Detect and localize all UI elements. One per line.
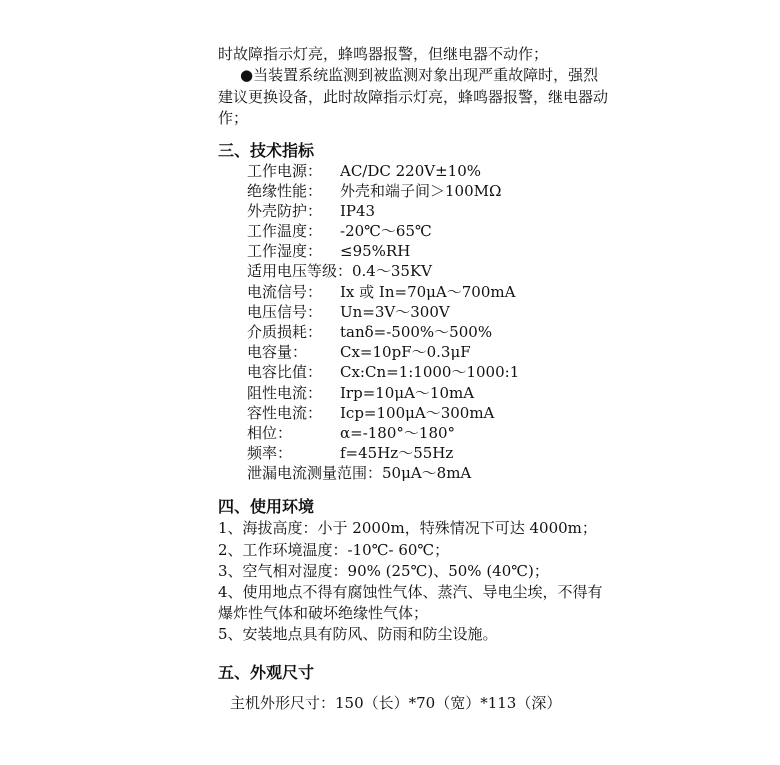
spec-value: AC/DC 220V±10% xyxy=(340,162,482,180)
intro-line-2: ●当装置系统监测到被监测对象出现严重故障时，强烈 xyxy=(240,66,599,84)
spec-label: 工作温度： xyxy=(247,222,323,240)
spec-value: Ix 或 In=70μA～700mA xyxy=(340,283,516,301)
intro-line-1: 时故障指示灯亮，蜂鸣器报警，但继电器不动作； xyxy=(218,45,549,63)
section-3-heading: 三、技术指标 xyxy=(218,141,315,160)
spec-label: 电流信号： xyxy=(247,283,323,301)
leakage-range: 泄漏电流测量范围：50μA～8mA xyxy=(247,464,472,482)
env-item: 5、安装地点具有防风、防雨和防尘设施。 xyxy=(218,625,498,643)
env-item: 3、空气相对湿度：90% (25℃)、50% (40℃)； xyxy=(218,562,549,580)
spec-label: 工作电源： xyxy=(247,162,323,180)
spec-label: 电压信号： xyxy=(247,303,323,321)
spec-value: -20℃～65℃ xyxy=(340,222,432,240)
env-item: 爆炸性气体和破坏绝缘性气体； xyxy=(218,604,429,622)
spec-value: Icp=100μA～300mA xyxy=(340,404,495,422)
spec-value: 外壳和端子间＞100MΩ xyxy=(340,182,502,200)
spec-value: Cx=10pF～0.3μF xyxy=(340,343,471,361)
spec-value: α=-180°～180° xyxy=(340,424,456,442)
spec-label: 外壳防护： xyxy=(247,202,323,220)
env-item: 1、海拔高度：小于 2000m，特殊情况下可达 4000m； xyxy=(218,519,597,537)
env-item: 4、使用地点不得有腐蚀性气体、蒸汽、导电尘埃，不得有 xyxy=(218,583,603,601)
spec-label: 相位： xyxy=(247,424,293,442)
spec-label: 介质损耗： xyxy=(247,323,323,341)
spec-value: Cx:Cn=1:1000～1000:1 xyxy=(340,363,520,381)
spec-label: 绝缘性能： xyxy=(247,182,323,200)
spec-value: Irp=10μA～10mA xyxy=(340,384,475,402)
spec-value: f=45Hz～55Hz xyxy=(340,444,454,462)
spec-label: 电容比值： xyxy=(247,363,323,381)
spec-value: tanδ=-500%～500% xyxy=(340,323,493,341)
section-5-heading: 五、外观尺寸 xyxy=(218,663,315,682)
intro-line-3: 建议更换设备，此时故障指示灯亮，蜂鸣器报警，继电器动 xyxy=(218,88,609,106)
spec-label: 频率： xyxy=(247,444,293,462)
spec-value: ≤95%RH xyxy=(340,242,411,260)
voltage-grade: 适用电压等级：0.4～35KV xyxy=(247,262,432,280)
intro-line-4: 作； xyxy=(218,109,249,127)
spec-label: 电容量： xyxy=(247,343,308,361)
spec-value: Un=3V～300V xyxy=(340,303,450,321)
spec-label: 容性电流： xyxy=(247,404,323,422)
section-4-heading: 四、使用环境 xyxy=(218,497,315,516)
spec-value: IP43 xyxy=(340,202,376,220)
spec-label: 阻性电流： xyxy=(247,384,323,402)
spec-label: 工作湿度： xyxy=(247,242,323,260)
dimensions-text: 主机外形尺寸：150（长）*70（宽）*113（深） xyxy=(230,694,562,712)
env-item: 2、工作环境温度：-10℃- 60℃； xyxy=(218,541,450,559)
